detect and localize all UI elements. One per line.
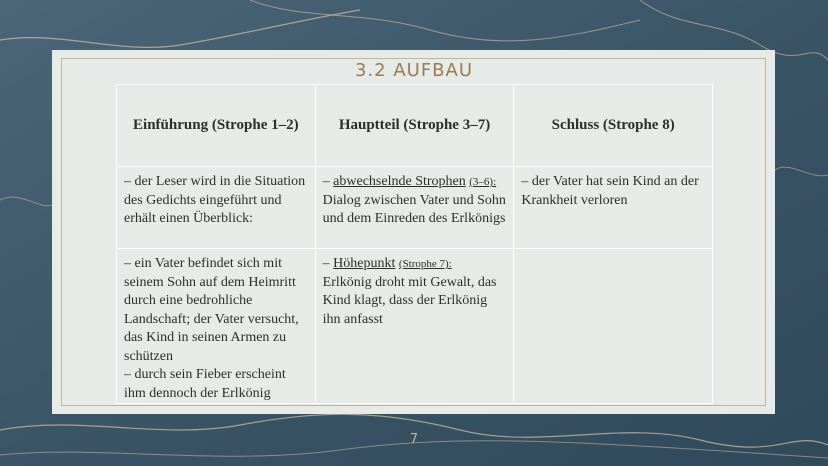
table-row bbox=[117, 167, 713, 249]
header-einfuehrung: Einführung (Strophe 1–2) bbox=[117, 85, 316, 167]
table-header-row bbox=[117, 85, 713, 167]
structure-table bbox=[116, 84, 713, 404]
cell-hauptteil-1: – abwechselnde Strophen (3–6): Dialog zwischen Vater und Sohn und dem Einreden des Erlkönigs bbox=[315, 167, 514, 249]
header-hauptteil: Hauptteil (Strophe 3–7) bbox=[315, 85, 514, 167]
table-row bbox=[117, 249, 713, 404]
header-schluss: Schluss (Strophe 8) bbox=[514, 85, 713, 167]
cell-schluss-1: – der Vater hat sein Kind an der Krankheit verloren bbox=[514, 167, 713, 249]
slide-title: 3.2 AUFBAU bbox=[354, 60, 474, 81]
cell-einfuehrung-2: – ein Vater befindet sich mit seinem Sohn auf dem Heimritt durch eine bedrohliche Landschaft; der Vater versucht, das Kind in seinen Armen zu schützen – durch sein Fieber erscheint ihm dennoch der Erlkönig bbox=[117, 249, 316, 404]
cell-hauptteil-2: – Höhepunkt (Strophe 7): Erlkönig droht mit Gewalt, das Kind klagt, dass der Erlkönig ihn anfasst bbox=[315, 249, 514, 404]
cell-einfuehrung-1: – der Leser wird in die Situation des Gedichts eingeführt und erhält einen Überblick: bbox=[117, 167, 316, 249]
page-number: 7 bbox=[409, 432, 419, 447]
cell-schluss-2 bbox=[514, 249, 713, 404]
